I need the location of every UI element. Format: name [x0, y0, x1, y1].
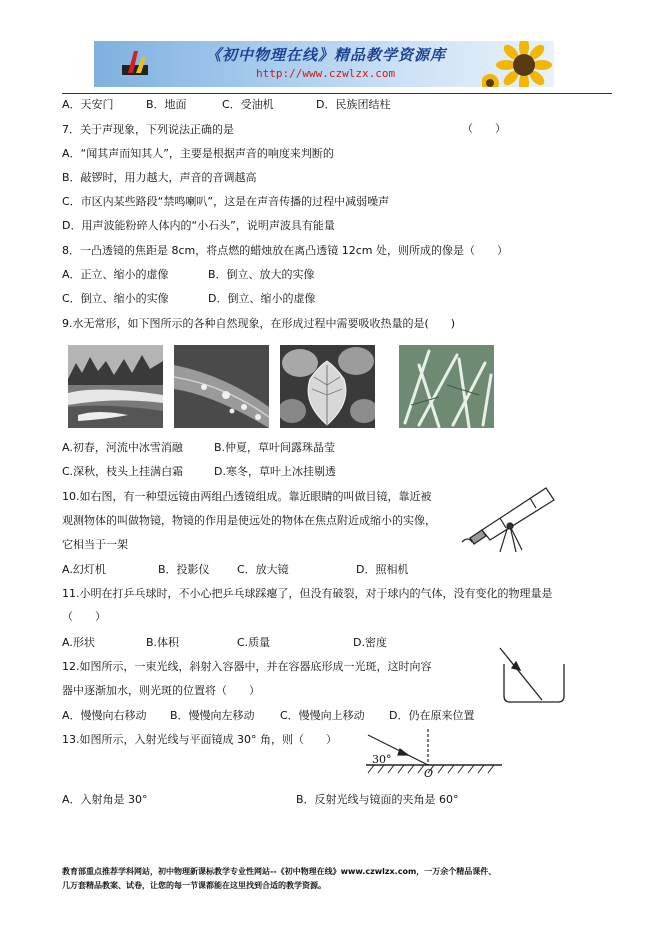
photo-frost-on-leaves: [280, 345, 375, 428]
q6-option-b: B．地面: [146, 98, 187, 111]
q12-option-a: A．慢慢向右移动: [62, 709, 147, 722]
q8-stem: 8．一凸透镜的焦距是 8cm，将点燃的蜡烛放在离凸透镜 12cm 处，则所成的像是（ ）: [62, 244, 509, 257]
photo-dew-on-leaf: [174, 345, 269, 428]
q9-option-c: C.深秋，枝头上挂满白霜: [62, 465, 184, 478]
q7-option-b: B．敲锣时，用力越大，声音的音调越高: [62, 171, 257, 184]
q7-option-c: C．市区内某些路段“禁鸣喇叭”，这是在声音传播的过程中减弱噪声: [62, 195, 390, 208]
header-divider: [62, 93, 612, 94]
q9-option-b: B.仲夏，草叶间露珠晶莹: [214, 441, 336, 454]
q13-option-b: B．反射光线与镜面的夹角是 60°: [296, 793, 459, 806]
q12-stem-line-1: 12.如图所示，一束光线，斜射入容器中，并在容器底形成一光斑，这时向容: [62, 660, 432, 673]
q7-stem: 7．关于声现象，下列说法正确的是: [62, 123, 234, 136]
header-banner: [94, 41, 554, 87]
header-title: 《初中物理在线》精品教学资源库: [206, 46, 447, 64]
q11-stem-line-1: 11.小明在打乒乓球时，不小心把乒乓球踩瘪了，但没有破裂，对于球内的气体，没有变化的物理量是: [62, 587, 553, 600]
q8-option-b: B．倒立、放大的实像: [208, 268, 315, 281]
q7-option-a: A．“闻其声而知其人”，主要是根据声音的响度来判断的: [62, 147, 334, 160]
photo-melting-ice-river: [68, 345, 163, 428]
q10-stem-line-1: 10.如右图，有一种望远镜由两组凸透镜组成。靠近眼睛的叫做目镜，靠近被: [62, 490, 432, 503]
q11-option-b: B.体积: [146, 636, 180, 649]
q6-option-c: C．受油机: [222, 98, 274, 111]
photo-ice-on-grass: [399, 345, 494, 428]
q10-option-c: C．放大镜: [237, 563, 289, 576]
q13-option-a: A．入射角是 30°: [62, 793, 148, 806]
q9-option-a: A.初春，河流中冰雪消融: [62, 441, 183, 454]
q10-option-a: A.幻灯机: [62, 563, 106, 576]
footer-line-1: 教育部重点推荐学科网站，初中物理新课标教学专业性网站--《初中物理在线》www.czwlzx.com，一万余个精品课件、: [62, 867, 497, 876]
q13-stem: 13.如图所示，入射光线与平面镜成 30° 角，则（ ）: [62, 733, 337, 746]
q7-blank: （ ）: [462, 122, 506, 135]
q11-stem-line-2: （ ）: [62, 610, 106, 623]
q6-option-a: A．天安门: [62, 98, 114, 111]
q8-option-a: A．正立、缩小的虚像: [62, 268, 169, 281]
q7-option-d: D．用声波能粉碎人体内的“小石头”，说明声波具有能量: [62, 219, 335, 232]
header-url: http://www.czwlzx.com: [256, 67, 396, 80]
q11-option-a: A.形状: [62, 636, 95, 649]
q9-option-d: D.寒冬，草叶上冰挂剔透: [214, 465, 336, 478]
q11-option-c: C.质量: [237, 636, 271, 649]
container-light-diagram: [496, 640, 576, 706]
point-label: O: [424, 767, 434, 777]
q9-stem: 9.水无常形，如下图所示的各种自然现象，在形成过程中需要吸收热量的是( ): [62, 317, 456, 330]
q10-stem-line-2: 观测物体的叫做物镜，物镜的作用是使远处的物体在焦点附近成缩小的实像，: [62, 514, 436, 527]
q6-option-d: D．民族团结柱: [316, 98, 391, 111]
sunflower-icon: [482, 41, 554, 87]
q10-option-b: B．投影仪: [158, 563, 210, 576]
q12-option-c: C．慢慢向上移动: [280, 709, 365, 722]
q12-option-d: D．仍在原来位置: [389, 709, 475, 722]
telescope-diagram: [460, 482, 560, 554]
q10-option-d: D．照相机: [356, 563, 409, 576]
q11-option-d: D.密度: [353, 636, 387, 649]
footer-line-2: 几万套精品教案、试卷，让您的每一节课都能在这里找到合适的教学资源。: [62, 881, 326, 890]
angle-label: 30°: [372, 753, 392, 766]
mirror-reflection-diagram: [366, 725, 506, 777]
q8-option-d: D．倒立、缩小的虚像: [208, 292, 316, 305]
q12-stem-line-2: 器中逐渐加水，则光斑的位置将（ ）: [62, 684, 260, 697]
q10-stem-line-3: 它相当于一架: [62, 538, 128, 551]
q12-option-b: B．慢慢向左移动: [170, 709, 255, 722]
q8-option-c: C．倒立、缩小的实像: [62, 292, 169, 305]
site-logo-icon: [120, 47, 154, 81]
